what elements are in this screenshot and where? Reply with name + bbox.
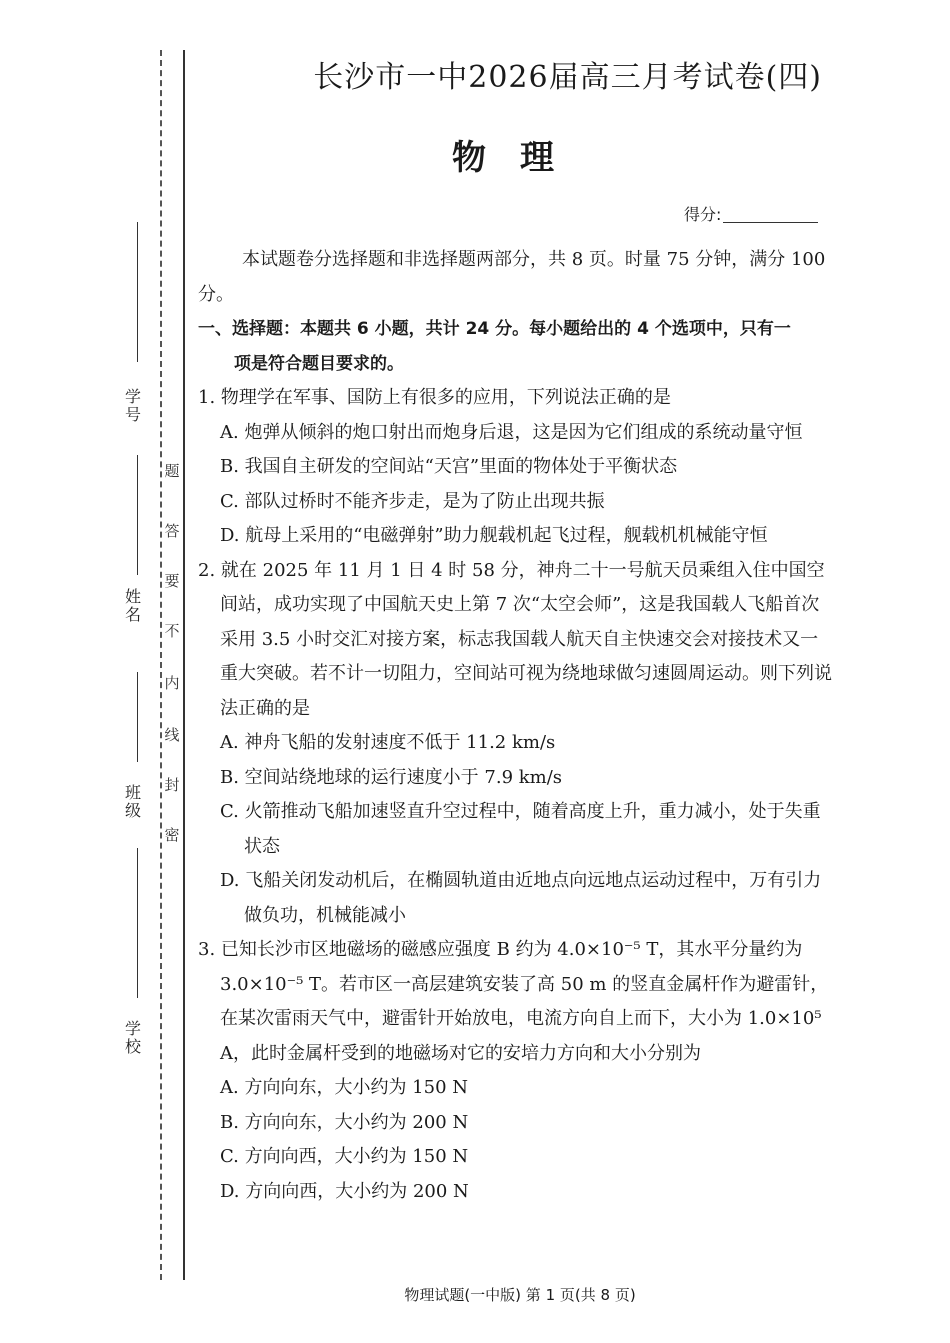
student-id-label: 学 号 (124, 387, 141, 424)
option-d: D. 航母上采用的“电磁弹射”助力舰载机起飞过程，舰载机机械能守恒 (220, 525, 768, 546)
seal-char: 封 (164, 776, 180, 794)
score-field (684, 202, 818, 225)
option-c: C. 部队过桥时不能齐步走，是为了防止出现共振 (220, 490, 605, 512)
name-label: 姓 名 (124, 587, 141, 624)
question-1 (198, 381, 834, 554)
seal-char: 不 (164, 622, 180, 640)
seal-char: 密 (164, 826, 180, 844)
question-2 (198, 554, 834, 934)
name-line[interactable] (137, 455, 138, 575)
binding-margin (0, 0, 190, 1343)
page-footer: 物理试题(一中版) 第 1 页(共 8 页) (404, 1286, 636, 1304)
seal-char: 答 (164, 522, 180, 540)
question-3 (198, 933, 834, 1209)
option-c: C. 方向向西，大小约为 150 N (220, 1146, 469, 1167)
seal-char: 题 (164, 462, 180, 480)
seal-char: 要 (164, 572, 180, 590)
section-heading (198, 312, 834, 381)
option-a: A. 方向向东，大小约为 150 N (220, 1077, 468, 1098)
class-line[interactable] (137, 672, 138, 762)
binding-solid-line (183, 50, 185, 1280)
option-b: B. 方向向东，大小约为 200 N (220, 1111, 469, 1133)
option-b: B. 我国自主研发的空间站“天宫”里面的物体处于平衡状态 (220, 456, 678, 477)
question-stem: 3. 已知长沙市区地磁场的磁感应强度 B 约为 4.0×10⁻⁵ T，其水平分量约为 3.0×10⁻⁵ T。若市区一高层建筑安装了高 50 m 的竖直金属杆作为避雷针，在某次雷雨天气中，避雷针开始放电，电流方向自上而下，大小为 1.0×10⁵ A，此时金属杆受到的地磁场对它的安培力方向和大小分别为 (198, 939, 829, 1064)
exam-intro: 本试题卷分选择题和非选择题两部分，共 8 页。时量 75 分钟，满分 100 分。 (198, 249, 826, 305)
exam-title: 长沙市一中2026届高三月考试卷(四) (313, 60, 822, 95)
student-id-line[interactable] (137, 222, 138, 362)
class-label: 班 级 (124, 783, 141, 820)
question-stem: 2. 就在 2025 年 11 月 1 日 4 时 58 分，神舟二十一号航天员乘组入住中国空间站，成功实现了中国航天史上第 7 次“太空会师”，这是我国载人飞船首次采用 3.5 小时交汇对接方案，标志我国载人航天自主快速交会对接技术又一重大突破。若不计一切阻力，空间站可视为绕地球做匀速圆周运动。则下列说法正确的是 (198, 559, 832, 719)
question-stem: 1. 物理学在军事、国防上有很多的应用，下列说法正确的是 (198, 387, 671, 408)
section-heading-line2: 项是符合题目要求的。 (234, 353, 404, 374)
option-d: D. 方向向西，大小约为 200 N (220, 1180, 469, 1202)
school-label: 学 校 (124, 1019, 141, 1056)
option-c: C. 火箭推动飞船加速竖直升空过程中，随着高度上升，重力减小，处于失重状态 (220, 801, 821, 857)
seal-char: 线 (164, 726, 180, 744)
score-label: 得分: (684, 205, 722, 224)
option-a: A. 神舟飞船的发射速度不低于 11.2 km/s (220, 732, 556, 753)
score-blank[interactable] (723, 222, 818, 223)
exam-content (198, 243, 834, 1209)
school-line[interactable] (137, 848, 138, 998)
option-b: B. 空间站绕地球的运行速度小于 7.9 km/s (220, 766, 563, 788)
option-d: D. 飞船关闭发动机后，在椭圆轨道由近地点向远地点运动过程中，万有引力做负功，机械能减小 (220, 870, 822, 926)
seal-dashed-line (160, 50, 162, 1280)
section-heading-line1: 一、选择题：本题共 6 小题，共计 24 分。每小题给出的 4 个选项中，只有一 (198, 319, 791, 339)
subject-title: 物理 (452, 138, 588, 178)
option-a: A. 炮弹从倾斜的炮口射出而炮身后退，这是因为它们组成的系统动量守恒 (220, 421, 803, 443)
seal-char: 内 (164, 674, 180, 692)
